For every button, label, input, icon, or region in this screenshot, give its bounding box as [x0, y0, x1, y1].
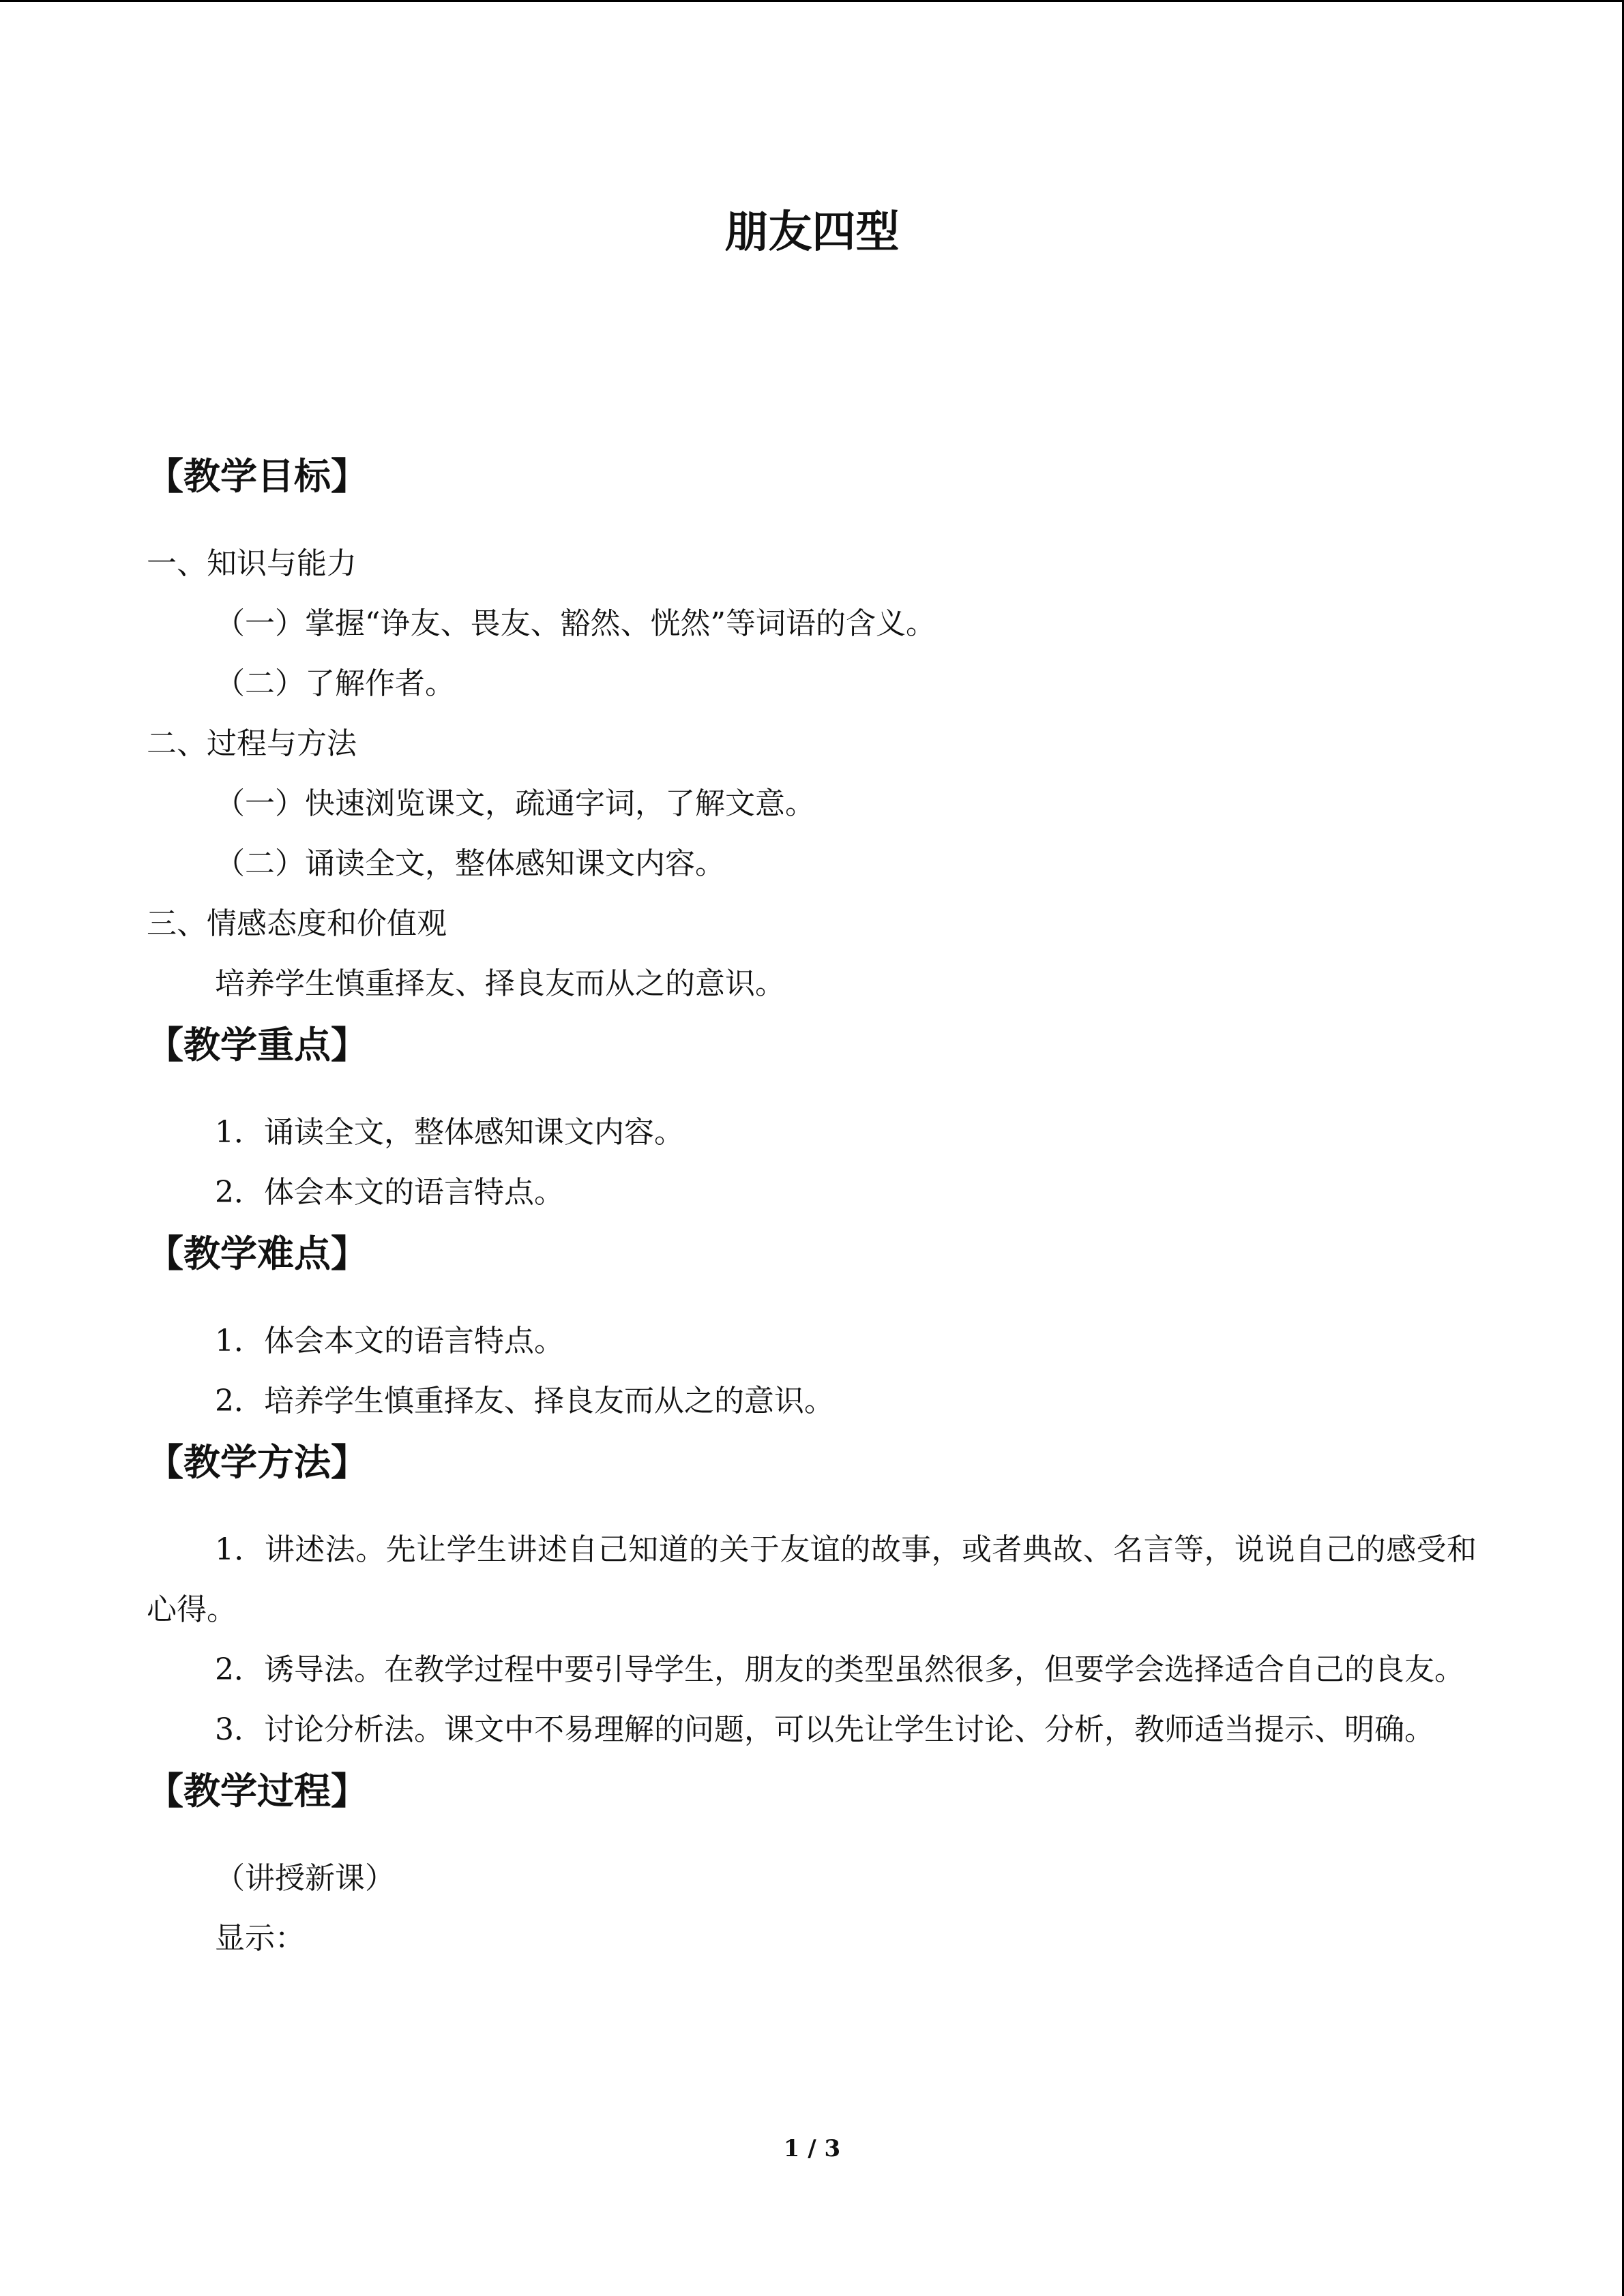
goals-subheading-3: 三、情感态度和价值观 — [147, 906, 447, 941]
section-heading-methods: 【教学方法】 — [147, 1440, 368, 1484]
key-point-item: 1．诵读全文，整体感知课文内容。 — [215, 1115, 684, 1150]
goals-item: （一）掌握“诤友、畏友、豁然、恍然”等词语的含义。 — [215, 606, 936, 641]
method-item: 1．讲述法。先让学生讲述自己知道的关于友谊的故事，或者典故、名言等，说说自己的感受和心得。 — [147, 1532, 1477, 1627]
difficulty-item: 2．培养学生慎重择友、择良友而从之的意识。 — [215, 1384, 834, 1418]
key-point-item: 2．体会本文的语言特点。 — [215, 1175, 564, 1210]
process-item: （讲授新课） — [215, 1861, 395, 1896]
section-heading-key-points: 【教学重点】 — [147, 1023, 368, 1067]
process-item: 显示： — [215, 1921, 305, 1956]
goals-list — [147, 534, 1477, 1014]
document-body — [147, 445, 1477, 1969]
goals-item: （二）诵读全文，整体感知课文内容。 — [215, 846, 725, 881]
section-heading-goals: 【教学目标】 — [147, 454, 368, 498]
section-heading-difficulties: 【教学难点】 — [147, 1232, 368, 1275]
difficulties-list — [147, 1311, 1477, 1431]
goals-item: （二）了解作者。 — [215, 666, 455, 701]
goals-subheading-1: 一、知识与能力 — [147, 546, 357, 581]
page-title: 朋友四型 — [724, 207, 900, 258]
method-item: 2．诱导法。在教学过程中要引导学生，朋友的类型虽然很多，但要学会选择适合自己的良友。 — [215, 1652, 1464, 1687]
goals-item: 培养学生慎重择友、择良友而从之的意识。 — [215, 966, 785, 1001]
key-points-list — [147, 1103, 1477, 1223]
process-list — [147, 1849, 1477, 1969]
methods-list — [147, 1520, 1477, 1760]
goals-item: （一）快速浏览课文，疏通字词，了解文意。 — [215, 786, 815, 821]
goals-subheading-2: 二、过程与方法 — [147, 726, 357, 761]
method-item: 3．讨论分析法。课文中不易理解的问题，可以先让学生讨论、分析，教师适当提示、明确。 — [215, 1712, 1434, 1747]
difficulty-item: 1．体会本文的语言特点。 — [215, 1324, 564, 1358]
section-heading-process: 【教学过程】 — [147, 1769, 368, 1813]
page-number: 1 / 3 — [783, 2135, 841, 2162]
